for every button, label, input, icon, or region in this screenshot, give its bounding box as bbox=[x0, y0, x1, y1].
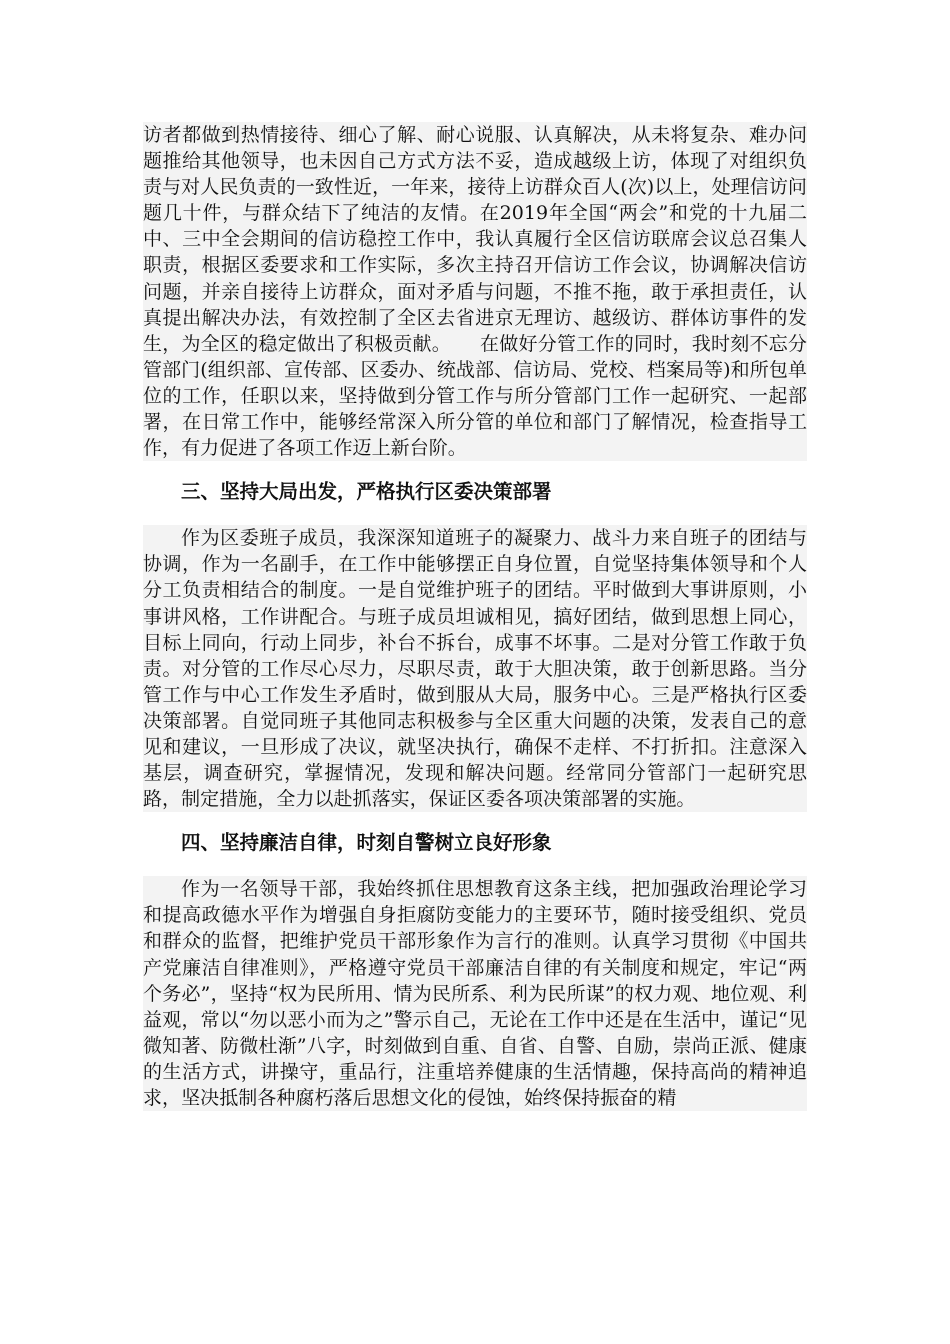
section-heading-3: 三、坚持大局出发，严格执行区委决策部署 bbox=[181, 480, 552, 504]
body-paragraph-section-3: 作为区委班子成员，我深深知道班子的凝聚力、战斗力来自班子的团结与协调，作为一名副手，在工作中能够摆正自身位置，自觉坚持集体领导和个人分工负责相结合的制度。一是自觉维护班子的团结。平时做到大事讲原则，小事讲风格，工作讲配合。与班子成员坦诚相见，搞好团结，做到思想上同心，目标上同向，行动上同步，补台不拆台，成事不坏事。二是对分管工作敢于负责。对分管的工作尽心尽力，尽职尽责，敢于大胆决策，敢于创新思路。当分管工作与中心工作发生矛盾时，做到服从大局，服务中心。三是严格执行区委决策部署。自觉同班子其他同志积极参与全区重大问题的决策，发表自己的意见和建议，一旦形成了决议，就坚决执行，确保不走样、不打折扣。注意深入基层，调查研究，掌握情况，发现和解决问题。经常同分管部门一起研究思路，制定措施，全力以赴抓落实，保证区委各项决策部署的实施。 bbox=[143, 525, 807, 812]
section-heading-4: 四、坚持廉洁自律，时刻自警树立良好形象 bbox=[181, 831, 552, 855]
document-page bbox=[143, 122, 807, 1111]
body-paragraph-continued: 访者都做到热情接待、细心了解、耐心说服、认真解决，从未将复杂、难办问题推给其他领导，也未因自己方式方法不妥，造成越级上访，体现了对组织负责与对人民负责的一致性近，一年来，接待上访群众百人(次)以上，处理信访问题几十件，与群众结下了纯洁的友情。在2019年全国“两会”和党的十九届二中、三中全会期间的信访稳控工作中，我认真履行全区信访联席会议总召集人职责，根据区委要求和工作实际，多次主持召开信访工作会议，协调解决信访问题，并亲自接待上访群众，面对矛盾与问题，不推不拖，敢于承担责任，认真提出解决办法，有效控制了全区去省进京无理访、越级访、群体访事件的发生，为全区的稳定做出了积极贡献。 在做好分管工作的同时，我时刻不忘分管部门(组织部、宣传部、区委办、统战部、信访局、党校、档案局等)和所包单位的工作，任职以来，坚持做到分管工作与所分管部门工作一起研究、一起部署，在日常工作中，能够经常深入所分管的单位和部门了解情况，检查指导工作，有力促进了各项工作迈上新台阶。 bbox=[143, 122, 807, 461]
body-paragraph-section-4: 作为一名领导干部，我始终抓住思想教育这条主线，把加强政治理论学习和提高政德水平作为增强自身拒腐防变能力的主要环节，随时接受组织、党员和群众的监督，把维护党员干部形象作为言行的准则。认真学习贯彻《中国共产党廉洁自律准则》，严格遵守党员干部廉洁自律的有关制度和规定，牢记“两个务必”，坚持“权为民所用、情为民所系、利为民所谋”的权力观、地位观、利益观，常以“勿以恶小而为之”警示自己，无论在工作中还是在生活中，谨记“见微知著、防微杜渐”八字，时刻做到自重、自省、自警、自励，崇尚正派、健康的生活方式，讲操守，重品行，注重培养健康的生活情趣，保持高尚的精神追求，坚决抵制各种腐朽落后思想文化的侵蚀，始终保持振奋的精 bbox=[143, 876, 807, 1111]
